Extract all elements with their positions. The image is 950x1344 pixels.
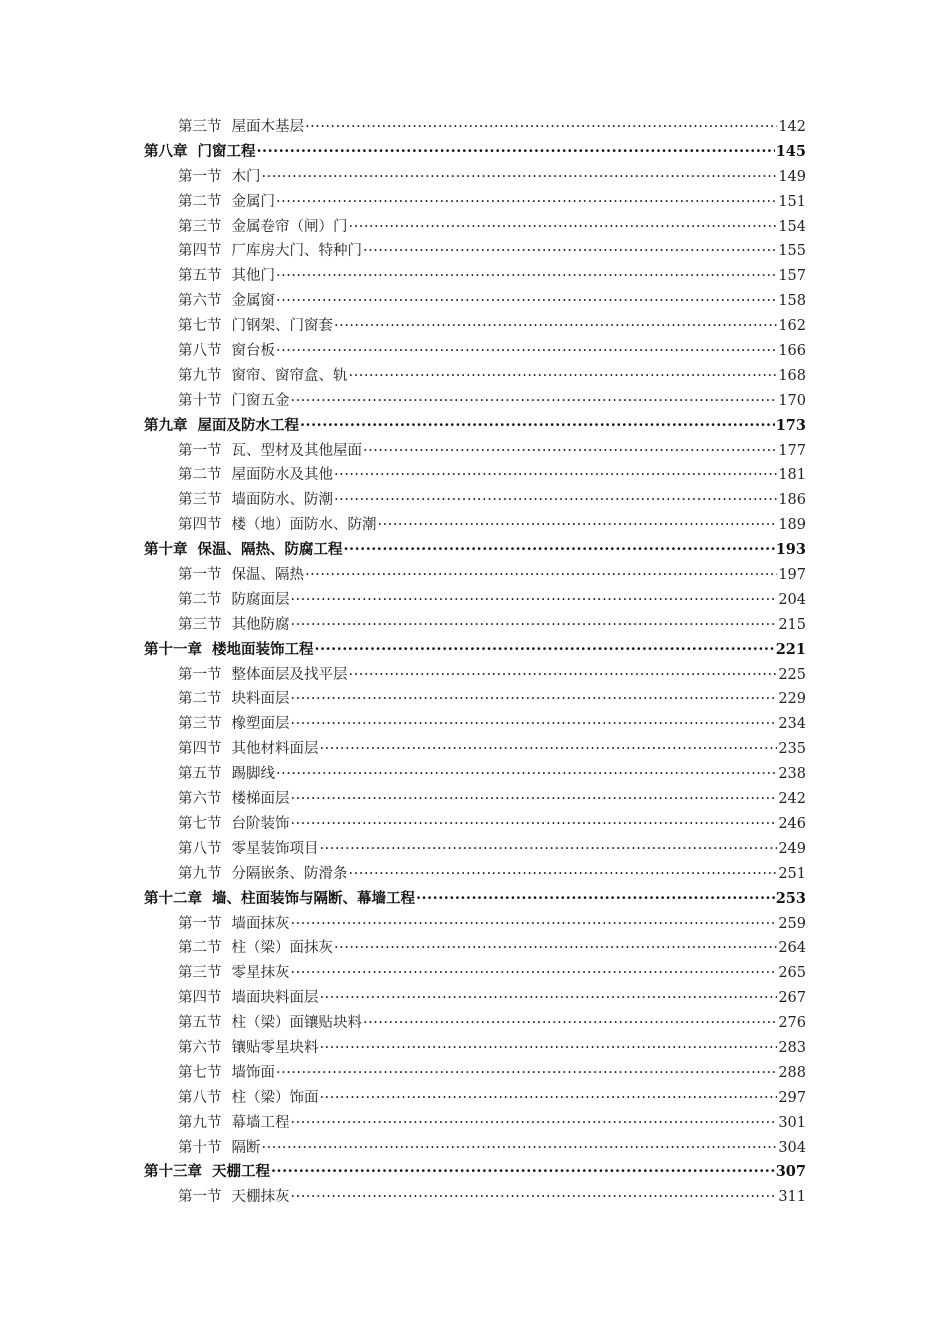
entry-number: 第二节 — [178, 691, 222, 708]
entry-title: 踢脚线 — [231, 766, 275, 783]
entry-number: 第四节 — [178, 741, 222, 758]
entry-page-number: 170 — [778, 392, 806, 409]
entry-title: 保温、隔热、防腐工程 — [197, 541, 343, 559]
entry-page-number: 251 — [778, 865, 806, 882]
entry-title: 隔断 — [231, 1139, 261, 1156]
toc-section-entry — [0, 663, 806, 688]
entry-title: 分隔嵌条、防滑条 — [231, 865, 348, 882]
entry-page-number: 197 — [778, 567, 806, 584]
dot-leader — [320, 1036, 778, 1061]
entry-title: 墙面块料面层 — [231, 990, 319, 1007]
entry-number: 第十二章 — [144, 889, 202, 907]
entry-title: 零星装饰项目 — [231, 840, 319, 857]
entry-title: 整体面层及找平层 — [231, 666, 348, 683]
dot-leader — [320, 986, 778, 1011]
dot-leader — [291, 961, 778, 986]
entry-title: 柱（梁）面镶贴块料 — [231, 1015, 362, 1032]
entry-number: 第三节 — [178, 616, 222, 633]
entry-number: 第三节 — [178, 716, 222, 733]
entry-page-number: 151 — [778, 193, 806, 210]
entry-number: 第七节 — [178, 318, 222, 335]
toc-section-entry — [0, 986, 806, 1011]
entry-page-number: 155 — [778, 243, 806, 260]
entry-title: 镶贴零星块料 — [231, 1039, 319, 1056]
entry-title: 瓦、型材及其他屋面 — [231, 442, 362, 459]
entry-title: 楼地面装饰工程 — [212, 640, 314, 658]
entry-number: 第十一章 — [144, 640, 202, 658]
entry-title: 门窗工程 — [197, 142, 256, 160]
toc-section-entry — [0, 339, 806, 364]
dot-leader — [262, 165, 778, 190]
entry-title: 金属门 — [231, 193, 275, 210]
toc-section-entry — [0, 1185, 806, 1210]
entry-number: 第九节 — [178, 865, 222, 882]
toc-section-entry — [0, 314, 806, 339]
dot-leader — [349, 663, 778, 688]
dot-leader — [363, 439, 777, 464]
entry-title: 厂库房大门、特种门 — [231, 243, 362, 260]
entry-title: 楼（地）面防水、防潮 — [231, 517, 377, 534]
entry-title: 墙面防水、防潮 — [231, 492, 333, 509]
toc-chapter-entry — [0, 1160, 806, 1185]
toc-section-entry — [0, 961, 806, 986]
toc-chapter-entry — [0, 414, 806, 439]
entry-title: 柱（梁）面抹灰 — [231, 940, 333, 957]
entry-page-number: 311 — [778, 1189, 806, 1206]
dot-leader — [291, 687, 778, 712]
entry-title: 屋面防水及其他 — [231, 467, 333, 484]
entry-number: 第十章 — [144, 541, 188, 559]
dot-leader — [291, 613, 778, 638]
dot-leader — [257, 140, 775, 165]
entry-number: 第二节 — [178, 591, 222, 608]
toc-section-entry — [0, 1086, 806, 1111]
entry-page-number: 246 — [778, 815, 806, 832]
entry-number: 第九章 — [144, 416, 188, 434]
toc-section-entry — [0, 289, 806, 314]
dot-leader — [320, 1086, 778, 1111]
entry-page-number: 283 — [778, 1039, 806, 1056]
entry-number: 第十节 — [178, 392, 222, 409]
dot-leader — [276, 190, 777, 215]
entry-number: 第二节 — [178, 467, 222, 484]
toc-section-entry — [0, 837, 806, 862]
entry-page-number: 297 — [778, 1089, 806, 1106]
entry-number: 第六节 — [178, 791, 222, 808]
entry-title: 其他门 — [231, 268, 275, 285]
entry-page-number: 225 — [778, 666, 806, 683]
dot-leader — [276, 762, 777, 787]
entry-page-number: 229 — [778, 691, 806, 708]
toc-section-entry — [0, 190, 806, 215]
toc-section-entry — [0, 762, 806, 787]
entry-number: 第八节 — [178, 1089, 222, 1106]
entry-page-number: 162 — [778, 318, 806, 335]
dot-leader — [363, 239, 777, 264]
dot-leader — [378, 513, 778, 538]
entry-page-number: 267 — [778, 990, 806, 1007]
entry-title: 门钢架、门窗套 — [231, 318, 333, 335]
entry-page-number: 276 — [778, 1015, 806, 1032]
dot-leader — [276, 264, 777, 289]
entry-page-number: 186 — [778, 492, 806, 509]
dot-leader — [349, 364, 778, 389]
toc-section-entry — [0, 1011, 806, 1036]
entry-page-number: 173 — [775, 416, 806, 434]
entry-number: 第一节 — [178, 666, 222, 683]
entry-number: 第五节 — [178, 1015, 222, 1032]
entry-number: 第九节 — [178, 1114, 222, 1131]
entry-number: 第一节 — [178, 168, 222, 185]
entry-title: 其他防腐 — [231, 616, 290, 633]
entry-title: 保温、隔热 — [231, 567, 304, 584]
entry-title: 金属窗 — [231, 293, 275, 310]
entry-number: 第一节 — [178, 567, 222, 584]
entry-page-number: 249 — [778, 840, 806, 857]
entry-number: 第十节 — [178, 1139, 222, 1156]
entry-number: 第八节 — [178, 840, 222, 857]
entry-title: 台阶装饰 — [231, 815, 290, 832]
entry-title: 屋面木基层 — [231, 119, 304, 135]
entry-title: 墙、柱面装饰与隔断、幕墙工程 — [212, 889, 415, 907]
entry-title: 屋面及防水工程 — [197, 416, 299, 434]
toc-chapter-entry — [0, 538, 806, 563]
entry-number: 第七节 — [178, 1064, 222, 1081]
dot-leader — [334, 314, 777, 339]
entry-title: 窗台板 — [231, 343, 275, 360]
toc-section-entry — [0, 115, 806, 140]
toc-section-entry — [0, 463, 806, 488]
toc-section-entry — [0, 1136, 806, 1161]
toc-section-entry — [0, 812, 806, 837]
dot-leader — [320, 737, 778, 762]
entry-number: 第八节 — [178, 343, 222, 360]
dot-leader — [291, 787, 778, 812]
toc-section-entry — [0, 563, 806, 588]
toc-section-entry — [0, 936, 806, 961]
entry-number: 第三节 — [178, 218, 222, 235]
entry-title: 橡塑面层 — [231, 716, 290, 733]
entry-number: 第六节 — [178, 1039, 222, 1056]
entry-page-number: 265 — [778, 965, 806, 982]
entry-title: 零星抹灰 — [231, 965, 290, 982]
entry-number: 第四节 — [178, 517, 222, 534]
entry-page-number: 204 — [778, 591, 806, 608]
entry-title: 天棚抹灰 — [231, 1189, 290, 1206]
table-of-contents — [0, 115, 950, 1210]
entry-title: 木门 — [231, 168, 261, 185]
entry-number: 第六节 — [178, 293, 222, 310]
toc-section-entry — [0, 613, 806, 638]
entry-page-number: 253 — [775, 889, 806, 907]
entry-number: 第一节 — [178, 442, 222, 459]
entry-title: 墙饰面 — [231, 1064, 275, 1081]
dot-leader — [305, 115, 777, 140]
toc-section-entry — [0, 1111, 806, 1136]
entry-page-number: 149 — [778, 168, 806, 185]
entry-title: 块料面层 — [231, 691, 290, 708]
toc-section-entry — [0, 488, 806, 513]
dot-leader — [334, 463, 777, 488]
toc-section-entry — [0, 737, 806, 762]
toc-section-entry — [0, 239, 806, 264]
toc-section-entry — [0, 712, 806, 737]
dot-leader — [334, 936, 777, 961]
entry-number: 第四节 — [178, 243, 222, 260]
entry-number: 第五节 — [178, 766, 222, 783]
dot-leader — [349, 215, 778, 240]
toc-section-entry — [0, 687, 806, 712]
entry-page-number: 304 — [778, 1139, 806, 1156]
entry-title: 楼梯面层 — [231, 791, 290, 808]
entry-page-number: 288 — [778, 1064, 806, 1081]
toc-section-entry — [0, 215, 806, 240]
dot-leader — [291, 1185, 778, 1210]
dot-leader — [363, 1011, 777, 1036]
dot-leader — [416, 887, 775, 912]
dot-leader — [291, 812, 778, 837]
entry-number: 第九节 — [178, 367, 222, 384]
dot-leader — [291, 712, 778, 737]
entry-page-number: 215 — [778, 616, 806, 633]
dot-leader — [291, 389, 778, 414]
entry-number: 第二节 — [178, 193, 222, 210]
entry-title: 窗帘、窗帘盒、轨 — [231, 367, 348, 384]
toc-section-entry — [0, 513, 806, 538]
dot-leader — [334, 488, 777, 513]
toc-section-entry — [0, 912, 806, 937]
dot-leader — [271, 1160, 775, 1185]
entry-title: 幕墙工程 — [231, 1114, 290, 1131]
entry-title: 防腐面层 — [231, 591, 290, 608]
entry-page-number: 158 — [778, 293, 806, 310]
toc-section-entry — [0, 165, 806, 190]
toc-section-entry — [0, 439, 806, 464]
entry-number: 第三节 — [178, 965, 222, 982]
entry-page-number: 193 — [775, 541, 806, 559]
entry-number: 第五节 — [178, 268, 222, 285]
entry-number: 第二节 — [178, 940, 222, 957]
entry-page-number: 154 — [778, 218, 806, 235]
dot-leader — [276, 1061, 777, 1086]
entry-number: 第四节 — [178, 990, 222, 1007]
entry-number: 第三节 — [178, 119, 222, 135]
entry-page-number: 189 — [778, 517, 806, 534]
dot-leader — [262, 1136, 778, 1161]
dot-leader — [291, 912, 778, 937]
entry-page-number: 234 — [778, 716, 806, 733]
dot-leader — [276, 289, 777, 314]
toc-section-entry — [0, 1061, 806, 1086]
dot-leader — [349, 862, 778, 887]
toc-chapter-entry — [0, 140, 806, 165]
entry-page-number: 259 — [778, 915, 806, 932]
toc-section-entry — [0, 264, 806, 289]
toc-section-entry — [0, 1036, 806, 1061]
entry-title: 柱（梁）饰面 — [231, 1089, 319, 1106]
entry-number: 第七节 — [178, 815, 222, 832]
entry-page-number: 242 — [778, 791, 806, 808]
dot-leader — [315, 638, 775, 663]
dot-leader — [300, 414, 775, 439]
dot-leader — [305, 563, 777, 588]
entry-number: 第一节 — [178, 915, 222, 932]
dot-leader — [291, 588, 778, 613]
entry-number: 第十三章 — [144, 1163, 202, 1181]
entry-title: 其他材料面层 — [231, 741, 319, 758]
entry-page-number: 142 — [778, 119, 806, 135]
toc-section-entry — [0, 588, 806, 613]
entry-page-number: 166 — [778, 343, 806, 360]
dot-leader — [344, 538, 775, 563]
entry-page-number: 145 — [775, 142, 806, 160]
toc-section-entry — [0, 862, 806, 887]
dot-leader — [291, 1111, 778, 1136]
entry-number: 第一节 — [178, 1189, 222, 1206]
entry-page-number: 177 — [778, 442, 806, 459]
entry-number: 第八章 — [144, 142, 188, 160]
entry-page-number: 301 — [778, 1114, 806, 1131]
toc-chapter-entry — [0, 638, 806, 663]
entry-page-number: 235 — [778, 741, 806, 758]
entry-title: 金属卷帘（闸）门 — [231, 218, 348, 235]
dot-leader — [320, 837, 778, 862]
entry-page-number: 221 — [775, 640, 806, 658]
toc-section-entry — [0, 787, 806, 812]
toc-section-entry — [0, 389, 806, 414]
entry-title: 天棚工程 — [212, 1163, 270, 1181]
entry-page-number: 168 — [778, 367, 806, 384]
entry-number: 第三节 — [178, 492, 222, 509]
dot-leader — [276, 339, 777, 364]
toc-section-entry — [0, 364, 806, 389]
toc-chapter-entry — [0, 887, 806, 912]
entry-page-number: 307 — [775, 1163, 806, 1181]
entry-page-number: 181 — [778, 467, 806, 484]
entry-title: 门窗五金 — [231, 392, 290, 409]
entry-page-number: 238 — [778, 766, 806, 783]
entry-page-number: 157 — [778, 268, 806, 285]
entry-page-number: 264 — [778, 940, 806, 957]
entry-title: 墙面抹灰 — [231, 915, 290, 932]
